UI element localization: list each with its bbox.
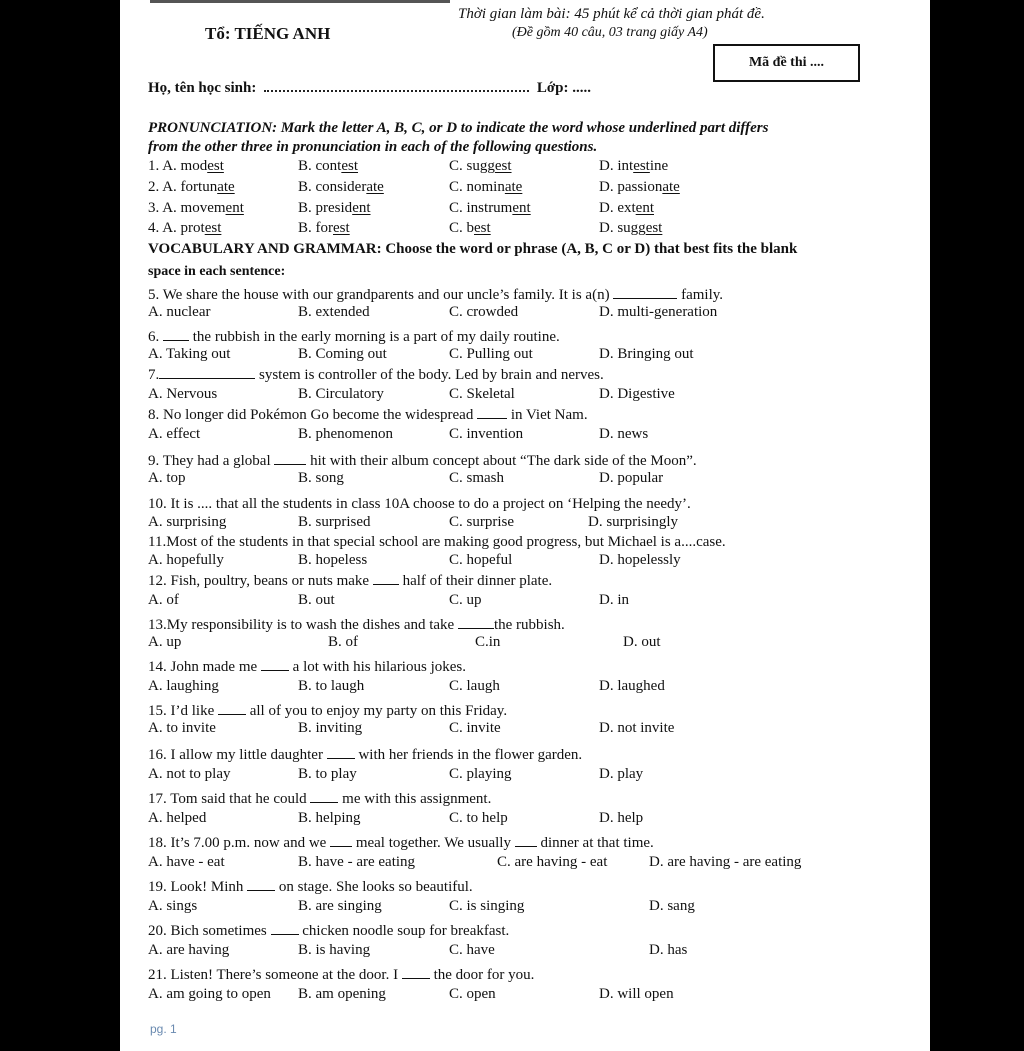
pronunciation-option[interactable] <box>599 179 680 196</box>
answer-option[interactable]: D. play <box>599 766 644 782</box>
question-text: all of you to enjoy my party on this Friday. <box>245 703 508 719</box>
class-label: Lớp: ..... <box>536 80 592 96</box>
pronunciation-title: PRONUNCIATION: Mark the letter A, B, C, or D to indicate the word whose underlined part differs <box>148 120 769 136</box>
answer-blank[interactable] <box>274 450 306 465</box>
pronunciation-option[interactable] <box>148 220 221 237</box>
answer-option[interactable]: A. top <box>148 470 186 486</box>
answer-blank[interactable] <box>613 284 677 299</box>
word-part: movem <box>180 200 226 216</box>
underlined-part: ate <box>662 179 680 195</box>
answer-option[interactable]: A. hopefully <box>148 552 224 568</box>
pronunciation-option[interactable] <box>298 179 384 196</box>
answer-option[interactable]: D. news <box>599 426 649 442</box>
time-note: Thời gian làm bài: 45 phút kể cả thời gian phát đề. <box>458 6 765 22</box>
answer-blank[interactable] <box>271 920 299 935</box>
word-part: instrum <box>466 200 513 216</box>
question-number: 1. <box>148 158 163 174</box>
pronunciation-option[interactable] <box>298 220 350 237</box>
option-label: D. <box>599 220 618 236</box>
answer-option[interactable]: A. of <box>148 592 179 608</box>
answer-option[interactable]: D. laughed <box>599 678 665 694</box>
answer-blank[interactable] <box>261 656 289 671</box>
question-stem <box>148 656 466 677</box>
answer-option[interactable]: D. in <box>599 592 629 608</box>
question-stem <box>148 614 565 635</box>
option-label: B. <box>298 200 316 216</box>
question-text: 9. They had a global <box>148 453 275 469</box>
question-stem <box>148 700 507 721</box>
answer-option[interactable]: C. laugh <box>449 678 500 694</box>
answer-option[interactable]: C. smash <box>449 470 505 486</box>
question-stem <box>148 326 560 347</box>
option-label: A. <box>162 200 181 216</box>
pronunciation-option[interactable] <box>599 220 662 237</box>
option-label: D. <box>599 158 618 174</box>
question-stem <box>148 284 723 305</box>
answer-option[interactable]: D. sang <box>649 898 695 914</box>
pronunciation-option[interactable] <box>449 179 522 196</box>
answer-option[interactable]: D. multi-generation <box>599 304 718 320</box>
pronunciation-title-cont: from the other three in pronunciation in each of the following questions. <box>148 139 598 155</box>
option-label: B. <box>298 179 316 195</box>
answer-option[interactable]: B. song <box>298 470 344 486</box>
underlined-part: est <box>633 158 650 174</box>
answer-option[interactable]: C. hopeful <box>449 552 513 568</box>
underlined-part: est <box>474 220 491 236</box>
student-name-label: Họ, tên học sinh: <box>148 80 257 96</box>
question-stem <box>148 744 582 765</box>
underlined-part: ent <box>225 200 244 216</box>
answer-option[interactable]: B. inviting <box>298 720 363 736</box>
underlined-part: est <box>645 220 663 236</box>
answer-option[interactable]: B. extended <box>298 304 370 320</box>
question-stem <box>148 964 534 985</box>
answer-option[interactable]: A. not to play <box>148 766 231 782</box>
question-text: 17. Tom said that he could <box>148 791 311 807</box>
exam-code-box: Mã đề thi .... <box>713 44 860 82</box>
question-stem <box>148 832 654 853</box>
answer-option[interactable]: C. invention <box>449 426 524 442</box>
word-part: cont <box>315 158 342 174</box>
vocabulary-title-cont: space in each sentence: <box>148 264 286 279</box>
pronunciation-option[interactable] <box>148 179 235 196</box>
answer-option[interactable]: D. Digestive <box>599 386 675 402</box>
question-text: 7. <box>148 367 160 383</box>
answer-option[interactable]: A. nuclear <box>148 304 211 320</box>
question-text: 16. I allow my little daughter <box>148 747 327 763</box>
underlined-part: est <box>204 220 222 236</box>
header-rule <box>150 0 450 3</box>
answer-option[interactable]: C. to help <box>449 810 508 826</box>
word-part: ine <box>649 158 669 174</box>
question-stem <box>148 450 697 471</box>
answer-option[interactable]: A. helped <box>148 810 207 826</box>
pronunciation-option[interactable] <box>599 158 668 175</box>
answer-blank[interactable] <box>310 788 338 803</box>
answer-option[interactable]: B. hopeless <box>298 552 368 568</box>
question-text: 6. <box>148 329 163 345</box>
question-number: 4. <box>148 220 163 236</box>
pronunciation-option[interactable] <box>449 220 491 237</box>
underlined-part: ate <box>366 179 384 195</box>
answer-blank[interactable] <box>159 364 255 379</box>
answer-option[interactable]: D. surprisingly <box>588 514 678 530</box>
question-text: 14. John made me <box>148 659 261 675</box>
answer-option[interactable]: C. crowded <box>449 304 519 320</box>
answer-option[interactable]: B. Circulatory <box>298 386 384 402</box>
underlined-part: est <box>341 158 359 174</box>
answer-option[interactable]: B. phenomenon <box>298 426 393 442</box>
answer-option[interactable]: A. laughing <box>148 678 219 694</box>
pronunciation-option[interactable] <box>449 158 512 175</box>
answer-option[interactable]: B. am opening <box>298 986 386 1002</box>
question-text: 10. It is .... that all the students in class 10A choose to do a project on ‘Helping the needy’. <box>148 496 691 512</box>
word-part: nomin <box>466 179 505 195</box>
question-text: 15. I’d like <box>148 703 218 719</box>
option-label: A. <box>162 220 181 236</box>
word-part: passion <box>617 179 663 195</box>
question-stem <box>148 920 509 941</box>
word-part: prot <box>180 220 205 236</box>
answer-option[interactable]: C. open <box>449 986 496 1002</box>
question-text: hit with their album concept about “The dark side of the Moon”. <box>306 453 697 469</box>
answer-option[interactable]: B. Coming out <box>298 346 387 362</box>
underlined-part: ent <box>352 200 371 216</box>
answer-option[interactable]: C. invite <box>449 720 501 736</box>
pronunciation-option[interactable] <box>599 200 654 217</box>
answer-option[interactable]: A. am going to open <box>148 986 271 1002</box>
pronunciation-option[interactable] <box>298 158 358 175</box>
question-text: a lot with his hilarious jokes. <box>288 659 466 675</box>
answer-option[interactable]: A. sings <box>148 898 198 914</box>
department-label: Tổ: TIẾNG ANH <box>205 24 331 43</box>
answer-option[interactable]: B. surprised <box>298 514 371 530</box>
answer-option[interactable]: D. are having - are eating <box>649 854 802 870</box>
answer-option[interactable]: A. effect <box>148 426 201 442</box>
answer-option[interactable]: D. Bringing out <box>599 346 694 362</box>
answer-blank[interactable] <box>163 326 189 341</box>
answer-option[interactable]: B. is having <box>298 942 371 958</box>
answer-option[interactable]: B. of <box>328 634 358 650</box>
answer-option[interactable]: B. are singing <box>298 898 382 914</box>
question-text: meal together. We usually <box>352 835 515 851</box>
option-label: C. <box>449 158 467 174</box>
answer-option[interactable]: B. to play <box>298 766 357 782</box>
question-number: 3. <box>148 200 163 216</box>
question-text: 21. Listen! There’s someone at the door. I <box>148 967 402 983</box>
answer-option[interactable]: A. surprising <box>148 514 227 530</box>
answer-blank[interactable] <box>330 832 352 847</box>
question-text: 12. Fish, poultry, beans or nuts make <box>148 573 373 589</box>
word-part: sugg <box>617 220 646 236</box>
option-label: B. <box>298 158 316 174</box>
answer-option[interactable]: A. are having <box>148 942 230 958</box>
underlined-part: est <box>333 220 350 236</box>
underlined-part: ate <box>217 179 235 195</box>
pronunciation-option[interactable] <box>148 158 224 175</box>
answer-option[interactable]: B. have - are eating <box>298 854 416 870</box>
pronunciation-option[interactable] <box>449 200 531 217</box>
question-text: 8. No longer did Pokémon Go become the widespread <box>148 407 478 423</box>
answer-option[interactable]: A. to invite <box>148 720 216 736</box>
question-text: half of their dinner plate. <box>398 573 553 589</box>
answer-option[interactable]: C. surprise <box>449 514 514 530</box>
student-name-field[interactable] <box>264 90 529 92</box>
question-text: dinner at that time. <box>536 835 654 851</box>
question-text: family. <box>677 287 724 303</box>
answer-option[interactable]: C.in <box>475 634 501 650</box>
question-text: 5. We share the house with our grandparents and our uncle’s family. It is a(n) <box>148 287 614 303</box>
answer-option[interactable]: A. up <box>148 634 182 650</box>
question-text: 13.My responsibility is to wash the dishes and take <box>148 617 458 633</box>
answer-option[interactable]: C. up <box>449 592 482 608</box>
option-label: C. <box>449 220 467 236</box>
answer-blank[interactable] <box>458 614 494 629</box>
question-text: 20. Bich sometimes <box>148 923 271 939</box>
underlined-part: ent <box>512 200 531 216</box>
question-stem <box>148 876 473 897</box>
question-number: 2. <box>148 179 163 195</box>
question-text: with her friends in the flower garden. <box>354 747 583 763</box>
answer-option[interactable]: D. out <box>623 634 661 650</box>
underlined-part: ate <box>504 179 523 195</box>
answer-option[interactable]: D. popular <box>599 470 664 486</box>
answer-option[interactable]: D. hopelessly <box>599 552 681 568</box>
question-text: me with this assignment. <box>338 791 492 807</box>
question-stem <box>148 532 726 552</box>
underlined-part: est <box>207 158 224 174</box>
question-text: the rubbish in the early morning is a part of my daily routine. <box>189 329 560 345</box>
question-stem <box>148 788 491 809</box>
option-label: D. <box>599 200 618 216</box>
answer-option[interactable]: D. not invite <box>599 720 675 736</box>
answer-option[interactable]: D. has <box>649 942 688 958</box>
answer-option[interactable]: A. have - eat <box>148 854 225 870</box>
word-part: mod <box>180 158 208 174</box>
option-label: D. <box>599 179 618 195</box>
option-label: C. <box>449 200 467 216</box>
answer-option[interactable]: C. are having - eat <box>497 854 608 870</box>
word-part: ext <box>617 200 636 216</box>
word-part: sugg <box>466 158 495 174</box>
underlined-part: est <box>494 158 512 174</box>
pronunciation-option[interactable] <box>298 200 371 217</box>
question-text: in Viet Nam. <box>507 407 588 423</box>
answer-blank[interactable] <box>247 876 275 891</box>
word-part: presid <box>315 200 353 216</box>
word-part: consider <box>315 179 367 195</box>
option-label: C. <box>449 179 467 195</box>
answer-blank[interactable] <box>218 700 246 715</box>
answer-option[interactable]: A. Nervous <box>148 386 218 402</box>
question-text: the door for you. <box>429 967 535 983</box>
answer-option[interactable]: C. playing <box>449 766 512 782</box>
question-text: 19. Look! Minh <box>148 879 248 895</box>
exam-page <box>120 0 930 1051</box>
answer-option[interactable]: B. out <box>298 592 335 608</box>
question-stem <box>148 364 604 385</box>
word-part: int <box>617 158 634 174</box>
vocabulary-title: VOCABULARY AND GRAMMAR: Choose the word or phrase (A, B, C or D) that best fits the blank <box>148 241 798 257</box>
question-text: chicken noodle soup for breakfast. <box>298 923 510 939</box>
answer-blank[interactable] <box>477 404 507 419</box>
pronunciation-option[interactable] <box>148 200 244 217</box>
underlined-part: ent <box>635 200 654 216</box>
answer-option[interactable]: C. Pulling out <box>449 346 533 362</box>
pages-note: (Đề gồm 40 câu, 03 trang giấy A4) <box>512 25 708 40</box>
question-text: on stage. She looks so beautiful. <box>275 879 473 895</box>
word-part: b <box>466 220 475 236</box>
answer-option[interactable]: C. Skeletal <box>449 386 515 402</box>
option-label: A. <box>162 158 181 174</box>
answer-option[interactable]: D. help <box>599 810 644 826</box>
answer-option[interactable]: C. is singing <box>449 898 525 914</box>
answer-option[interactable]: B. to laugh <box>298 678 365 694</box>
answer-option[interactable]: B. helping <box>298 810 361 826</box>
answer-blank[interactable] <box>327 744 355 759</box>
question-text: system is controller of the body. Led by brain and nerves. <box>255 367 604 383</box>
answer-option[interactable]: A. Taking out <box>148 346 231 362</box>
question-stem <box>148 570 552 591</box>
answer-option[interactable]: C. have <box>449 942 495 958</box>
question-text: the rubbish. <box>493 617 565 633</box>
question-stem <box>148 404 588 425</box>
page-number: pg. 1 <box>150 1022 177 1036</box>
option-label: A. <box>162 179 181 195</box>
question-stem <box>148 494 691 514</box>
word-part: fortun <box>180 179 218 195</box>
answer-blank[interactable] <box>402 964 430 979</box>
question-text: 18. It’s 7.00 p.m. now and we <box>148 835 331 851</box>
option-label: B. <box>298 220 316 236</box>
answer-blank[interactable] <box>373 570 399 585</box>
question-text: 11.Most of the students in that special school are making good progress, but Michael is a....case. <box>148 534 726 550</box>
answer-option[interactable]: D. will open <box>599 986 674 1002</box>
word-part: for <box>315 220 334 236</box>
student-info-line <box>148 80 591 97</box>
answer-blank[interactable] <box>515 832 537 847</box>
